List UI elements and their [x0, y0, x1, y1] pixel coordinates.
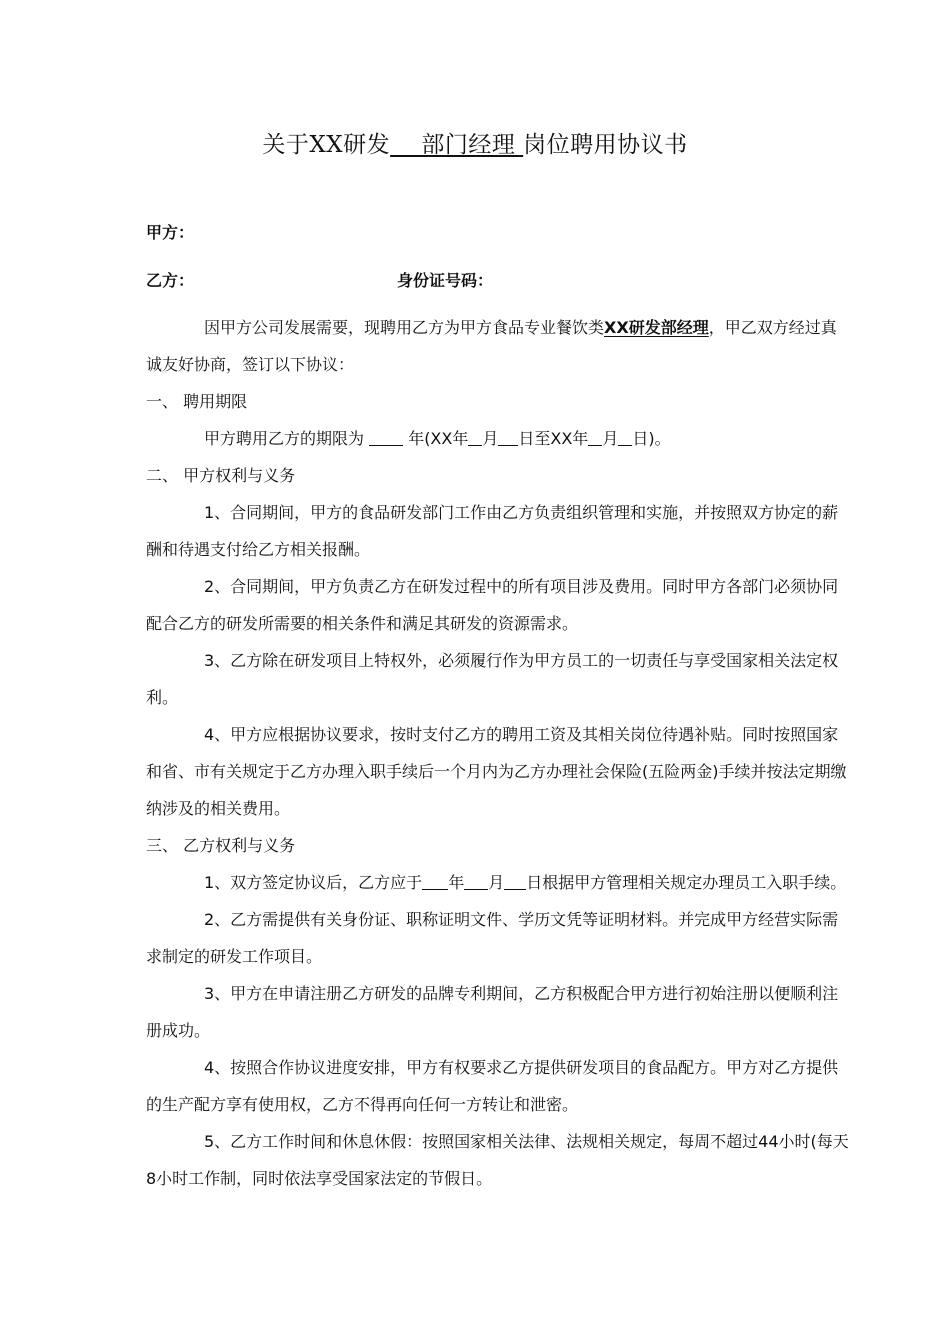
document-body [146, 309, 851, 1197]
section-3-item: 1、双方签定协议后，乙方应于 年 月 日根据甲方管理相关规定办理员工入职手续。 [204, 873, 847, 892]
title-suffix: 岗位聘用协议书 [523, 132, 688, 158]
position-title: XX研发部经理 [604, 318, 709, 337]
section-2-item: 2、合同期间，甲方负责乙方在研发过程中的所有项目涉及费用。同时甲方各部门必须协同配合乙方的研发所需要的相关条件和满足其研发的资源需求。 [146, 577, 839, 633]
section-3-item: 4、按照合作协议进度安排，甲方有权要求乙方提供研发项目的食品配方。甲方对乙方提供的生产配方享有使用权，乙方不得再向任何一方转让和泄密。 [146, 1058, 839, 1114]
section-2-item: 4、甲方应根据协议要求，按时支付乙方的聘用工资及其相关岗位待遇补贴。同时按照国家和省、市有关规定于乙方办理入职手续后一个月内为乙方办理社会保险(五险两金)手续并按法定期缴纳涉及的相关费用。 [146, 725, 847, 818]
blank-day [504, 873, 526, 890]
section-3-item: 2、乙方需提供有关身份证、职称证明文件、学历文凭等证明材料。并完成甲方经营实际需求制定的研发工作项目。 [146, 910, 839, 966]
blank-start-day [498, 429, 518, 446]
blank-year [422, 873, 448, 890]
party-b-label: 乙方： [146, 271, 195, 290]
section-3-item: 3、甲方在申请注册乙方研发的品牌专利期间，乙方积极配合甲方进行初始注册以便顺利注册成功。 [146, 984, 839, 1040]
blank-start-month [468, 429, 482, 446]
section-3-item: 5、乙方工作时间和休息休假：按照国家相关法律、法规相关规定，每周不超过44小时(每天8小时工作制，同时依法享受国家法定的节假日。 [146, 1132, 849, 1188]
blank-month [464, 873, 488, 890]
blank-end-month [588, 429, 602, 446]
blank-end-day [618, 429, 632, 446]
id-number-label: 身份证号码： [397, 271, 494, 290]
section-2-item: 1、合同期间，甲方的食品研发部门工作由乙方负责组织管理和实施，并按照双方协定的薪酬和待遇支付给乙方相关报酬。 [146, 503, 839, 559]
intro-paragraph: 因甲方公司发展需要，现聘用乙方为甲方食品专业餐饮类XX研发部经理，甲乙双方经过真诚友好协商，签订以下协议： [146, 318, 837, 374]
section-1-heading: 一、 聘用期限 [146, 392, 248, 411]
section-3-heading: 三、 乙方权利与义务 [146, 836, 296, 855]
title-prefix: 关于XX研发 [262, 132, 391, 158]
section-2-heading: 二、 甲方权利与义务 [146, 466, 296, 485]
section-2-item: 3、乙方除在研发项目上特权外，必须履行作为甲方员工的一切责任与享受国家相关法定权利。 [146, 651, 839, 707]
blank-years [369, 429, 403, 446]
section-1-term: 甲方聘用乙方的期限为 年(XX年 月 日至XX年 月 日)。 [204, 429, 671, 448]
party-a-label: 甲方： [146, 223, 195, 242]
title-position-underlined: 部门经理 [390, 132, 524, 158]
document-title [0, 126, 950, 159]
